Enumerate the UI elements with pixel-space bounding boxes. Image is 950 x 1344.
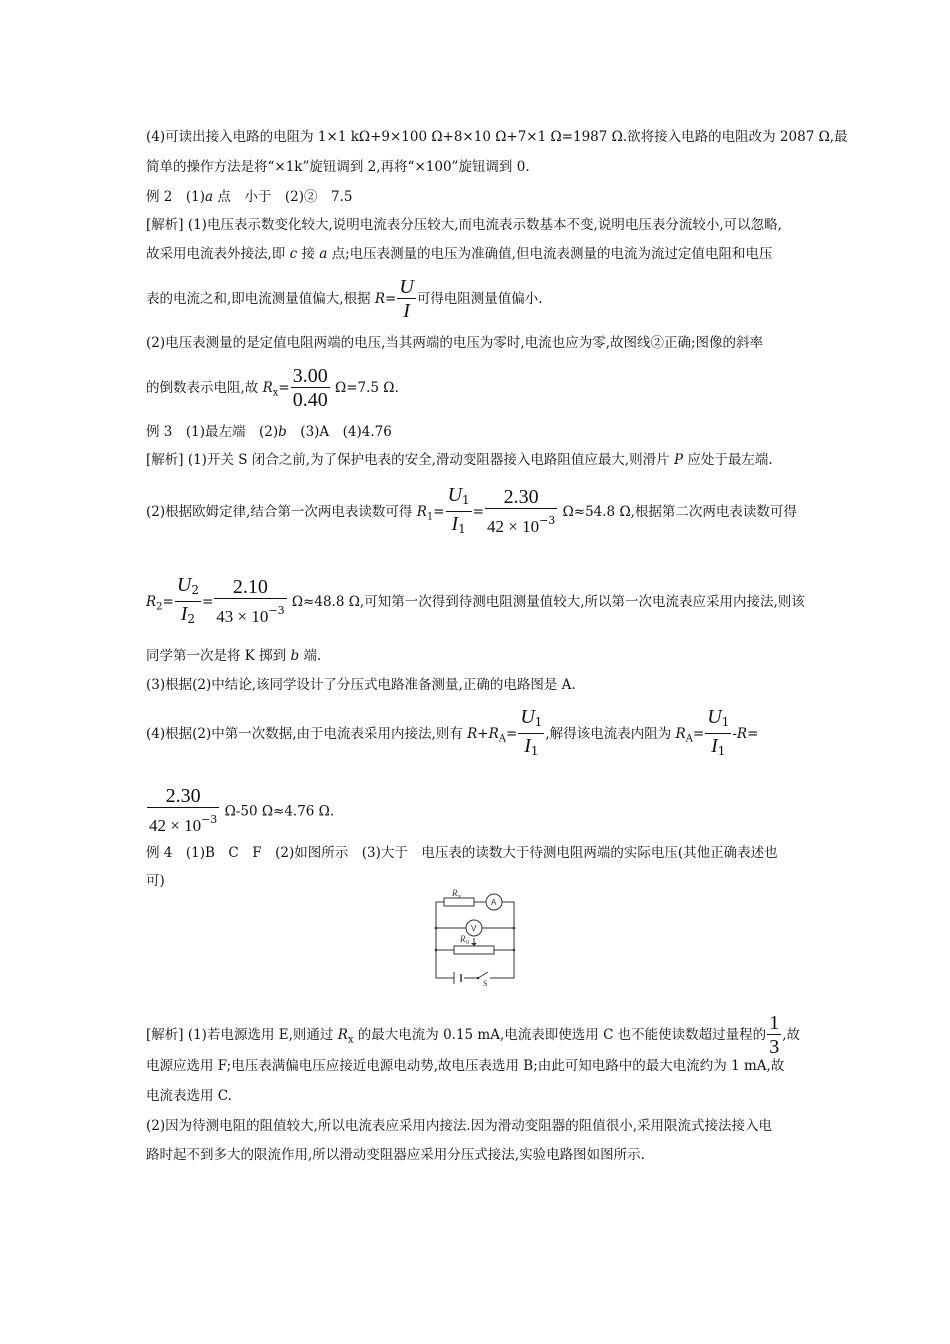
subscript: A <box>685 733 693 745</box>
var: I <box>711 735 718 757</box>
text: = <box>472 504 484 520</box>
text-line <box>146 574 805 631</box>
text-line <box>146 484 797 541</box>
text: 表的电流之和,即电流测量值偏大,根据 <box>146 291 375 307</box>
var: R <box>416 504 427 520</box>
fraction <box>446 484 472 541</box>
numerator <box>705 706 731 733</box>
text: 的最大电流为 0.15 mA,电流表即使选用 C 也不能使读数超过量程的 <box>353 1027 767 1043</box>
junction <box>435 949 438 952</box>
label-voltmeter: V <box>471 924 477 933</box>
text: (3)A (4)4.76 <box>286 424 392 440</box>
text-line <box>146 785 334 839</box>
text: = <box>385 291 397 307</box>
fraction <box>485 486 557 540</box>
subscript: 1 <box>717 744 726 758</box>
fraction <box>397 276 415 323</box>
text: 同学第一次是将 K 掷到 <box>146 648 291 664</box>
text: Ω-50 Ω≈4.76 Ω. <box>220 803 335 820</box>
var: U <box>707 706 722 728</box>
var: U <box>520 706 535 728</box>
label-rx: R <box>452 888 458 898</box>
resistor-r0 <box>454 946 494 954</box>
var: U <box>447 484 463 506</box>
numerator <box>446 484 472 511</box>
var: c <box>289 246 298 262</box>
exponent: −3 <box>539 513 556 527</box>
subscript: 1 <box>426 511 434 523</box>
subscript: 1 <box>458 522 466 536</box>
exponent: −3 <box>201 813 218 826</box>
subscript: x <box>272 387 279 399</box>
text: [解析] (1)开关 S 闭合之前,为了保护电表的安全,滑动变阻器接入电路阻值应最大,则滑片 <box>146 452 674 468</box>
denominator <box>485 509 557 540</box>
text: ,故 <box>782 1027 800 1043</box>
var: P <box>673 452 684 468</box>
var: R <box>675 726 686 742</box>
text: + <box>477 726 489 742</box>
numerator: 1 <box>769 1012 780 1034</box>
fraction <box>175 574 201 631</box>
fraction <box>214 576 286 630</box>
text: 点 小于 (2)② 7.5 <box>213 189 353 205</box>
text: = <box>278 380 290 396</box>
text-line: [解析] (1)电压表示数变化较大,说明电流表分压较大,而电流表示数基本不变,说明电压表分流较小,可以忽略, <box>146 217 782 233</box>
subscript: 1 <box>530 744 539 758</box>
text: ,解得该电流表内阻为 <box>545 726 676 742</box>
var: I <box>180 603 188 625</box>
var: R <box>262 380 273 396</box>
var: a <box>319 246 328 262</box>
text-line <box>146 646 321 666</box>
numerator: U <box>399 276 414 298</box>
denominator <box>709 734 727 763</box>
text: 42 × 10 <box>149 816 202 835</box>
text: [解析] (1)若电源选用 E,则通过 <box>146 1027 338 1043</box>
text-line: (4)可读出接入电路的电阻为 1×1 kΩ+9×100 Ω+8×10 Ω+7×1 Ω=1987 Ω.欲将接入电路的电阻改为 2087 Ω,最 <box>146 129 848 145</box>
text: = <box>506 726 518 742</box>
text: 可得电阻测量值偏小. <box>416 291 543 307</box>
subscript: 1 <box>462 493 470 507</box>
text-line <box>146 244 772 264</box>
wire <box>502 902 514 928</box>
text-line: 电流表选用 C. <box>146 1088 232 1104</box>
wire <box>436 912 454 978</box>
denominator <box>214 599 286 630</box>
subscript: A <box>498 733 507 745</box>
denominator: 0.40 <box>292 389 328 411</box>
text-line <box>146 706 758 763</box>
label-ammeter: A <box>491 898 497 907</box>
numerator <box>175 574 201 601</box>
text-line: (2)因为待测电阻的阻值较大,所以电流表应采用内接法.因为滑动变阻器的阻值很小,采用限流式接法接入电 <box>146 1118 772 1134</box>
text: 接 <box>297 246 320 262</box>
text-line <box>146 365 399 412</box>
text-line: 可) <box>146 873 165 889</box>
text: 故采用电流表外接法,即 <box>146 246 290 262</box>
numerator: 2.30 <box>165 785 201 807</box>
text: 端. <box>299 648 322 664</box>
text-line: 路时起不到多大的限流作用,所以滑动变阻器应采用分压式接法,实验电路图如图所示. <box>146 1147 645 1163</box>
var: b <box>290 648 300 664</box>
text: 例 3 (1)最左端 (2) <box>146 424 279 440</box>
var: R <box>467 726 478 742</box>
subscript: 1 <box>534 715 543 729</box>
text: = <box>201 594 214 610</box>
text-line: 电源应选用 F;电压表满偏电压应接近电源电动势,故电压表选用 B;由此可知电路中的最大电流约为 1 mA,故 <box>146 1058 785 1074</box>
subscript: 2 <box>187 612 196 626</box>
fraction <box>291 365 330 412</box>
text-line <box>146 450 773 470</box>
label-r0: R <box>460 934 466 944</box>
text: (2)根据欧姆定律,结合第一次两电表读数可得 <box>146 504 417 520</box>
var: b <box>278 424 287 440</box>
denominator <box>179 602 197 631</box>
junction <box>513 927 516 930</box>
var: I <box>524 735 531 757</box>
junction <box>435 927 438 930</box>
switch-pivot <box>477 977 480 980</box>
subscript: 1 <box>721 715 730 729</box>
text: = <box>747 726 759 742</box>
text: = <box>692 726 705 742</box>
text: = <box>433 504 445 520</box>
wire <box>436 902 444 912</box>
numerator: 3.00 <box>292 365 328 387</box>
text: Ω≈48.8 Ω,可知第一次得到待测电阻测量值较大,所以第一次电流表应采用内接法,则该 <box>287 594 805 610</box>
fraction <box>147 785 219 839</box>
var: R <box>488 726 499 742</box>
numerator <box>518 706 544 733</box>
text: 43 × 10 <box>216 606 269 626</box>
text: 应处于最左端. <box>683 452 773 468</box>
label-r0-sub: 0 <box>466 940 469 946</box>
var: U <box>176 574 192 596</box>
numerator: 2.30 <box>503 485 539 508</box>
numerator: 2.10 <box>232 575 268 598</box>
denominator: I <box>403 300 410 322</box>
text-line: 简单的操作方法是将“×1k”旋钮调到 2,再将“×100”旋钮调到 0. <box>146 159 530 175</box>
label-switch: S <box>483 979 488 986</box>
denominator: 3 <box>769 1036 780 1058</box>
var: I <box>451 513 459 535</box>
denominator <box>522 734 540 763</box>
text: = <box>162 594 174 610</box>
fraction <box>767 1012 781 1059</box>
fraction <box>705 706 731 763</box>
exponent: −3 <box>268 603 285 617</box>
example-4-answer: 例 4 (1)B C F (2)如图所示 (3)大于 电压表的读数大于待测电阻两端的实际电压(其他正确表述也 <box>146 845 778 861</box>
example-3-answer <box>146 422 392 442</box>
text: (4)根据(2)中第一次数据,由于电流表采用内接法,则有 <box>146 726 468 742</box>
var: R <box>146 594 157 610</box>
text: Ω≈54.8 Ω,根据第二次两电表读数可得 <box>558 504 797 520</box>
var: R <box>337 1027 348 1043</box>
text: 例 2 (1) <box>146 189 206 205</box>
denominator <box>449 512 467 541</box>
var: R <box>374 291 386 307</box>
text: Ω=7.5 Ω. <box>330 380 399 396</box>
subscript: 2 <box>191 583 199 597</box>
subscript: 2 <box>156 601 163 613</box>
text: 42 × 10 <box>486 516 540 536</box>
text: 的倒数表示电阻,故 <box>146 380 263 396</box>
text-line: (3)根据(2)中结论,该同学设计了分压式电路准备测量,正确的电路图是 A. <box>146 677 576 693</box>
var: a <box>205 189 214 205</box>
junction <box>513 949 516 952</box>
text-line <box>146 1012 800 1059</box>
text: 点;电压表测量的电压为准确值,但电流表测量的电流为流过定值电阻和电压 <box>327 246 773 262</box>
text: - <box>732 726 737 742</box>
denominator <box>147 808 219 839</box>
fraction <box>518 706 544 763</box>
text-line <box>146 276 543 323</box>
label-rx-sub: x <box>458 894 461 900</box>
var: R <box>736 726 748 742</box>
circuit-wires <box>436 902 514 978</box>
circuit-diagram <box>434 888 518 986</box>
switch-lever <box>478 972 488 978</box>
text-line: (2)电压表测量的是定值电阻两端的电压,当其两端的电压为零时,电流也应为零,故图线②正确;图像的斜率 <box>146 335 764 351</box>
example-2-answer <box>146 187 352 207</box>
subscript: x <box>347 1034 354 1046</box>
